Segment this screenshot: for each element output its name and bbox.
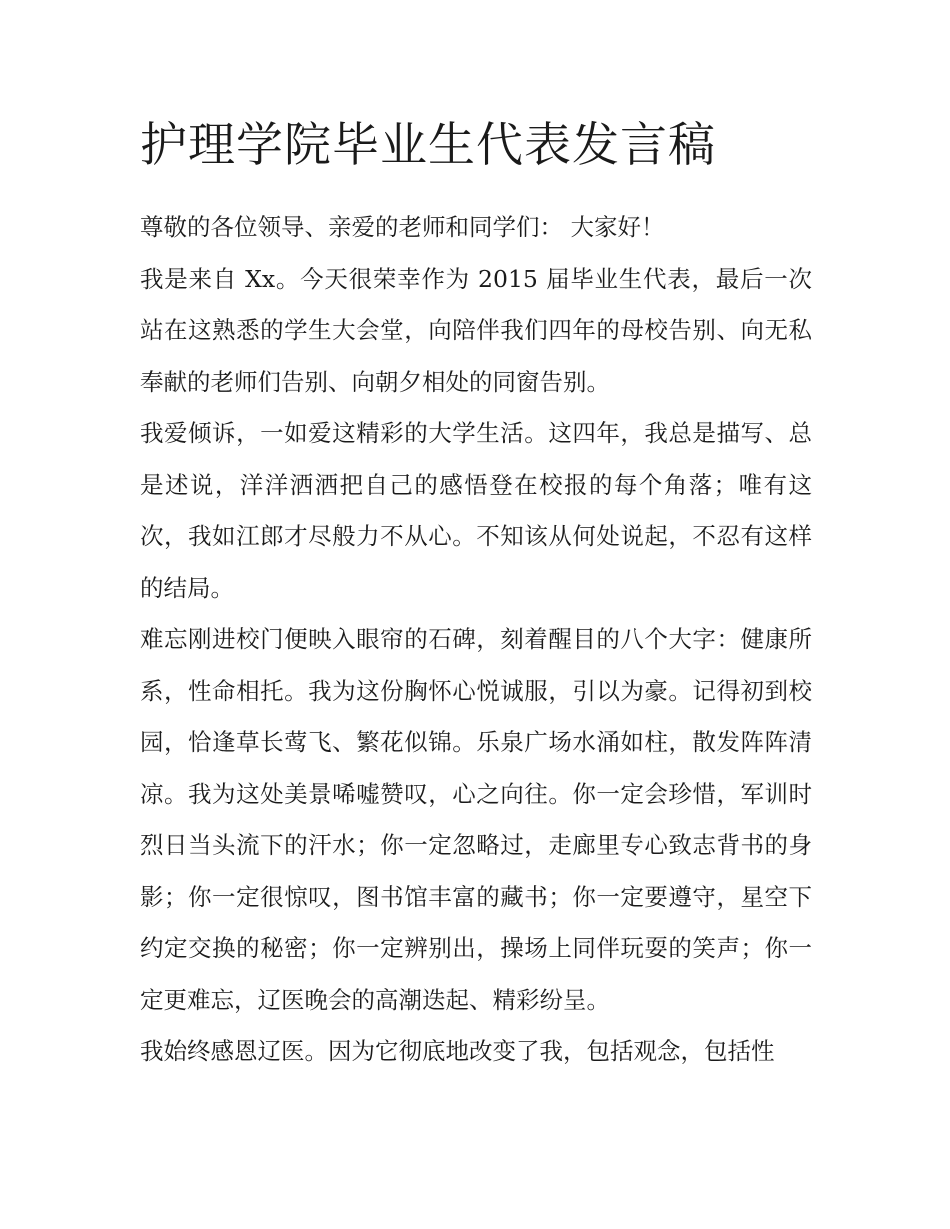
document-title: 护理学院毕业生代表发言稿: [140, 118, 716, 173]
paragraph-gratitude: 我始终感恩辽医。因为它彻底地改变了我，包括观念，包括性: [140, 1037, 775, 1065]
document-body: [140, 110, 812, 1078]
paragraph-greeting: 尊敬的各位领导、亲爱的老师和同学们： 大家好！: [140, 213, 665, 241]
paragraph-reflection: 我爱倾诉，一如爱这精彩的大学生活。这四年，我总是描写、总是述说，洋洋洒洒把自己的感悟登在校报的每个角落；唯有这次，我如江郎才尽般力不从心。不知该从何处说起，不忍有这样的结局。: [140, 419, 812, 602]
paragraph-introduction: 我是来自 Xx。今天很荣幸作为 2015 届毕业生代表，最后一次站在这熟悉的学生大会堂，向陪伴我们四年的母校告别、向无私奉献的老师们告别、向朝夕相处的同窗告别。: [140, 264, 812, 396]
paragraph-memories: 难忘刚进校门便映入眼帘的石碑，刻着醒目的八个大字：健康所系，性命相托。我为这份胸怀心悦诚服，引以为豪。记得初到校园，恰逢草长莺飞、繁花似锦。乐泉广场水涌如柱，散发阵阵清凉。我为这处美景唏嘘赞叹，心之向往。你一定会珍惜，军训时烈日当头流下的汗水；你一定忽略过，走廊里专心致志背书的身影；你一定很惊叹，图书馆丰富的藏书；你一定要遵守，星空下约定交换的秘密；你一定辨别出，操场上同伴玩耍的笑声；你一定更难忘，辽医晚会的高潮迭起、精彩纷呈。: [140, 625, 812, 1014]
